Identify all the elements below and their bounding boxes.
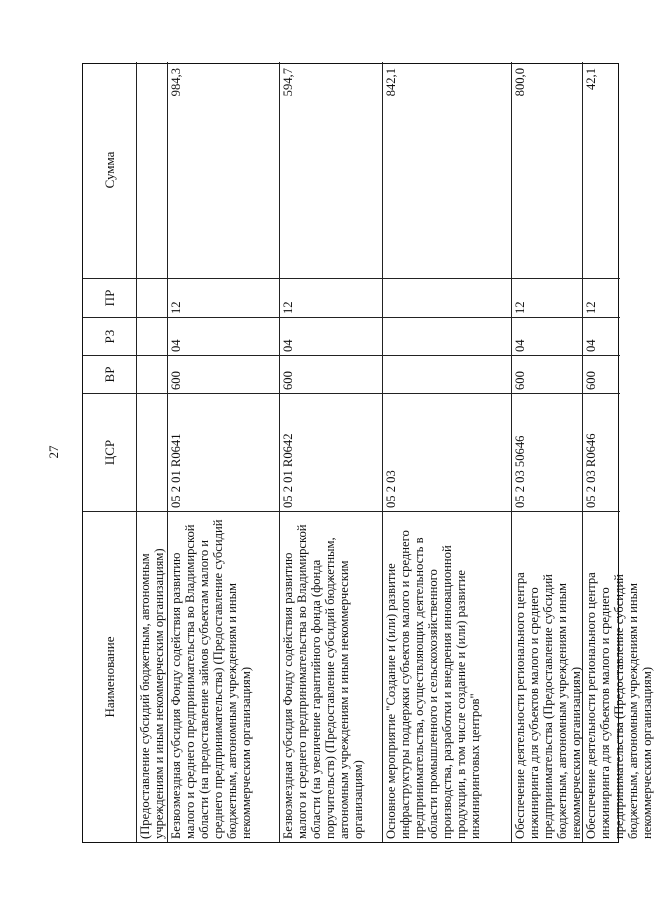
row-name-cell: Обеспечение деятельности регионального центра инжиниринга для субъектов малого и среднего предпринимательства (Предоставление субсидий бюджетным, автономным учреждениям и иным некоммерческим организациям)	[512, 511, 583, 842]
header-csr: ЦСР	[83, 393, 137, 511]
row-rz-cell: 04	[583, 317, 620, 355]
row-rz-cell: 04	[280, 317, 383, 355]
header-vr: ВР	[83, 355, 137, 393]
row-name-cell: Обеспечение деятельности регионального центра инжиниринга для субъектов малого и среднего предпринимательства (Предоставление субсидий бюджетным, автономным учреждениям и иным некоммерческим организациям)	[583, 511, 620, 842]
row-csr-cell	[137, 393, 168, 511]
header-sum: Сумма	[83, 62, 137, 278]
row-name-cell: Основное мероприятие "Создание и (или) развитие инфраструктуры поддержки субъектов малого и среднего предпринимательства, осуществляющих деятельность в области промышленного и сельскохозяйственного производства, разработки и внедрения инновационной продукции, в том числе создание и (или) развитие инжиниринговых центров"	[383, 511, 512, 842]
row-vr-cell	[383, 355, 512, 393]
row-sum-cell: 800,0	[512, 62, 583, 278]
row-csr-cell: 05 2 03 R0646	[583, 393, 620, 511]
row-pr-cell	[137, 278, 168, 317]
row-sum-cell: 842,1	[383, 62, 512, 278]
row-vr-cell	[137, 355, 168, 393]
header-rz: РЗ	[83, 317, 137, 355]
row-rz-cell: 04	[168, 317, 280, 355]
row-csr-cell: 05 2 03 50646	[512, 393, 583, 511]
row-rz-cell: 04	[512, 317, 583, 355]
row-rz-cell	[383, 317, 512, 355]
row-pr-cell: 12	[280, 278, 383, 317]
row-pr-cell: 12	[512, 278, 583, 317]
row-pr-cell: 12	[583, 278, 620, 317]
row-vr-cell: 600	[280, 355, 383, 393]
row-sum-cell: 42,1	[584, 68, 598, 91]
row-vr-cell: 600	[168, 355, 280, 393]
row-pr-cell: 12	[168, 278, 280, 317]
row-name-cell: Безвозмездная субсидия Фонду содействия развитию малого и среднего предпринимательства во Владимирской области (на увеличение гарантийного фонда (фонда поручительств) (Предоставление субсидий бюджетным, автономным учреждениям и иным некоммерческим организациям)	[280, 511, 383, 842]
header-pr: ПР	[83, 278, 137, 317]
row-rz-cell	[137, 317, 168, 355]
budget-table	[82, 63, 654, 843]
row-name-cell: Безвозмездная субсидия Фонду содействия развитию малого и среднего предпринимательства во Владимирской области (на предоставление займов субъектам малого и среднего предпринимательства) (Предоставление субсидий бюджетным, автономным учреждениям и иным некоммерческим организациям)	[168, 511, 280, 842]
header-name: Наименование	[83, 511, 137, 842]
row-csr-cell: 05 2 03	[383, 393, 512, 511]
row-name-cell: (Предоставление субсидий бюджетным, автономным учреждениям и иным некоммерческим организациям)	[137, 511, 168, 842]
row-sum-cell: 984,3	[168, 62, 280, 278]
row-sum-cell	[137, 62, 168, 278]
row-vr-cell: 600	[583, 355, 620, 393]
row-vr-cell: 600	[512, 355, 583, 393]
row-pr-cell	[383, 278, 512, 317]
row-csr-cell: 05 2 01 R0641	[168, 393, 280, 511]
page-number: 27	[46, 445, 61, 459]
row-csr-cell: 05 2 01 R0642	[280, 393, 383, 511]
row-sum-cell: 594,7	[280, 62, 383, 278]
